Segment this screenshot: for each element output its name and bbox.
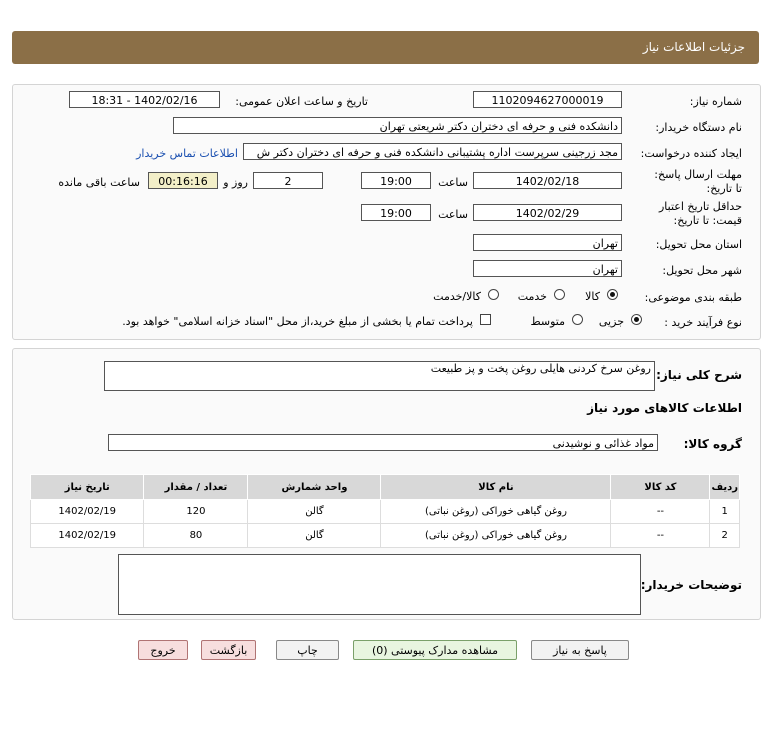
category-goods-label: کالا bbox=[585, 290, 600, 303]
cell-unit: گالن bbox=[248, 524, 381, 548]
need-number-field: 1102094627000019 bbox=[473, 91, 622, 108]
cell-row: 1 bbox=[710, 500, 740, 524]
buyer-contact-link[interactable]: اطلاعات تماس خریدار bbox=[136, 147, 238, 160]
cell-code: -- bbox=[611, 500, 710, 524]
buyer-org-field: دانشکده فنی و حرفه ای دختران دکتر شریعتی تهران bbox=[173, 117, 622, 134]
cell-code: -- bbox=[611, 524, 710, 548]
deadline-time-label: ساعت bbox=[438, 176, 468, 189]
process-medium-label: متوسط bbox=[530, 315, 565, 328]
days-field: 2 bbox=[253, 172, 323, 189]
process-minor-label: جزیی bbox=[598, 315, 624, 328]
cell-qty: 120 bbox=[144, 500, 248, 524]
print-button[interactable]: چاپ bbox=[276, 640, 339, 660]
process-minor-radio[interactable] bbox=[631, 314, 642, 325]
goods-group-field: مواد غذائی و نوشیدنی bbox=[108, 434, 658, 451]
process-label: نوع فرآیند خرید : bbox=[664, 316, 742, 329]
table-row bbox=[31, 500, 740, 524]
validity-date-field: 1402/02/29 bbox=[473, 204, 622, 221]
deadline-time-field: 19:00 bbox=[361, 172, 431, 189]
announce-field: 1402/02/16 - 18:31 bbox=[69, 91, 220, 108]
goods-table-header bbox=[31, 475, 740, 500]
treasury-payment-note: پرداخت تمام یا بخشی از مبلغ خرید،از محل "اسناد خزانه اسلامی" خواهد بود. bbox=[122, 315, 473, 328]
validity-label: حداقل تاریخ اعتبار قیمت: تا تاریخ: bbox=[658, 200, 742, 227]
exit-button[interactable]: خروج bbox=[138, 640, 188, 660]
treasury-payment-checkbox[interactable] bbox=[480, 314, 491, 325]
col-qty: تعداد / مقدار bbox=[144, 475, 248, 500]
cell-unit: گالن bbox=[248, 500, 381, 524]
cell-row: 2 bbox=[710, 524, 740, 548]
category-label: طبقه بندی موضوعی: bbox=[644, 291, 742, 304]
category-goods-radio[interactable] bbox=[607, 289, 618, 300]
cell-date: 1402/02/19 bbox=[31, 500, 144, 524]
validity-time-label: ساعت bbox=[438, 208, 468, 221]
process-medium-radio[interactable] bbox=[572, 314, 583, 325]
city-label: شهر محل تحویل: bbox=[662, 264, 742, 277]
creator-field: مجد زرجینی سرپرست اداره پشتیبانی دانشکده فنی و حرفه ای دختران دکتر ش bbox=[243, 143, 622, 160]
goods-section-title: اطلاعات کالاهای مورد نیاز bbox=[587, 401, 742, 415]
table-row bbox=[31, 524, 740, 548]
buyer-org-label: نام دستگاه خریدار: bbox=[655, 121, 742, 134]
category-service-radio[interactable] bbox=[554, 289, 565, 300]
col-code: کد کالا bbox=[611, 475, 710, 500]
cell-name: روغن گیاهی خوراکی (روغن نباتی) bbox=[381, 500, 611, 524]
province-label: استان محل تحویل: bbox=[655, 238, 742, 251]
summary-label: شرح کلی نیاز: bbox=[656, 368, 742, 382]
need-number-label: شماره نیاز: bbox=[689, 95, 742, 108]
category-both-radio[interactable] bbox=[488, 289, 499, 300]
creator-label: ایجاد کننده درخواست: bbox=[640, 147, 742, 160]
goods-group-label: گروه کالا: bbox=[683, 437, 742, 451]
validity-time-field: 19:00 bbox=[361, 204, 431, 221]
deadline-label: مهلت ارسال پاسخ: تا تاریخ: bbox=[654, 168, 742, 195]
attachments-button[interactable]: مشاهده مدارک پیوستی (0) bbox=[353, 640, 517, 660]
col-unit: واحد شمارش bbox=[248, 475, 381, 500]
buyer-notes-field bbox=[118, 554, 641, 615]
cell-date: 1402/02/19 bbox=[31, 524, 144, 548]
remaining-label: ساعت باقی مانده bbox=[58, 176, 140, 189]
col-date: تاریخ نیاز bbox=[31, 475, 144, 500]
province-field: تهران bbox=[473, 234, 622, 251]
page-title: جزئیات اطلاعات نیاز bbox=[642, 40, 745, 54]
days-label: روز و bbox=[223, 176, 248, 189]
col-name: نام کالا bbox=[381, 475, 611, 500]
category-both-label: کالا/خدمت bbox=[433, 290, 481, 303]
reply-button[interactable]: پاسخ به نیاز bbox=[531, 640, 629, 660]
category-service-label: خدمت bbox=[517, 290, 547, 303]
city-field: تهران bbox=[473, 260, 622, 277]
goods-table bbox=[30, 474, 740, 548]
cell-name: روغن گیاهی خوراکی (روغن نباتی) bbox=[381, 524, 611, 548]
back-button[interactable]: بازگشت bbox=[201, 640, 256, 660]
cell-qty: 80 bbox=[144, 524, 248, 548]
col-row: ردیف bbox=[710, 475, 740, 500]
buyer-notes-label: توضیحات خریدار: bbox=[640, 578, 742, 592]
summary-field: روغن سرخ کردنی هایلی روغن پخت و پز طبیعت bbox=[104, 361, 655, 391]
page-header bbox=[12, 31, 759, 64]
remaining-time-field: 00:16:16 bbox=[148, 172, 218, 189]
announce-label: تاریخ و ساعت اعلان عمومی: bbox=[235, 95, 368, 108]
deadline-date-field: 1402/02/18 bbox=[473, 172, 622, 189]
